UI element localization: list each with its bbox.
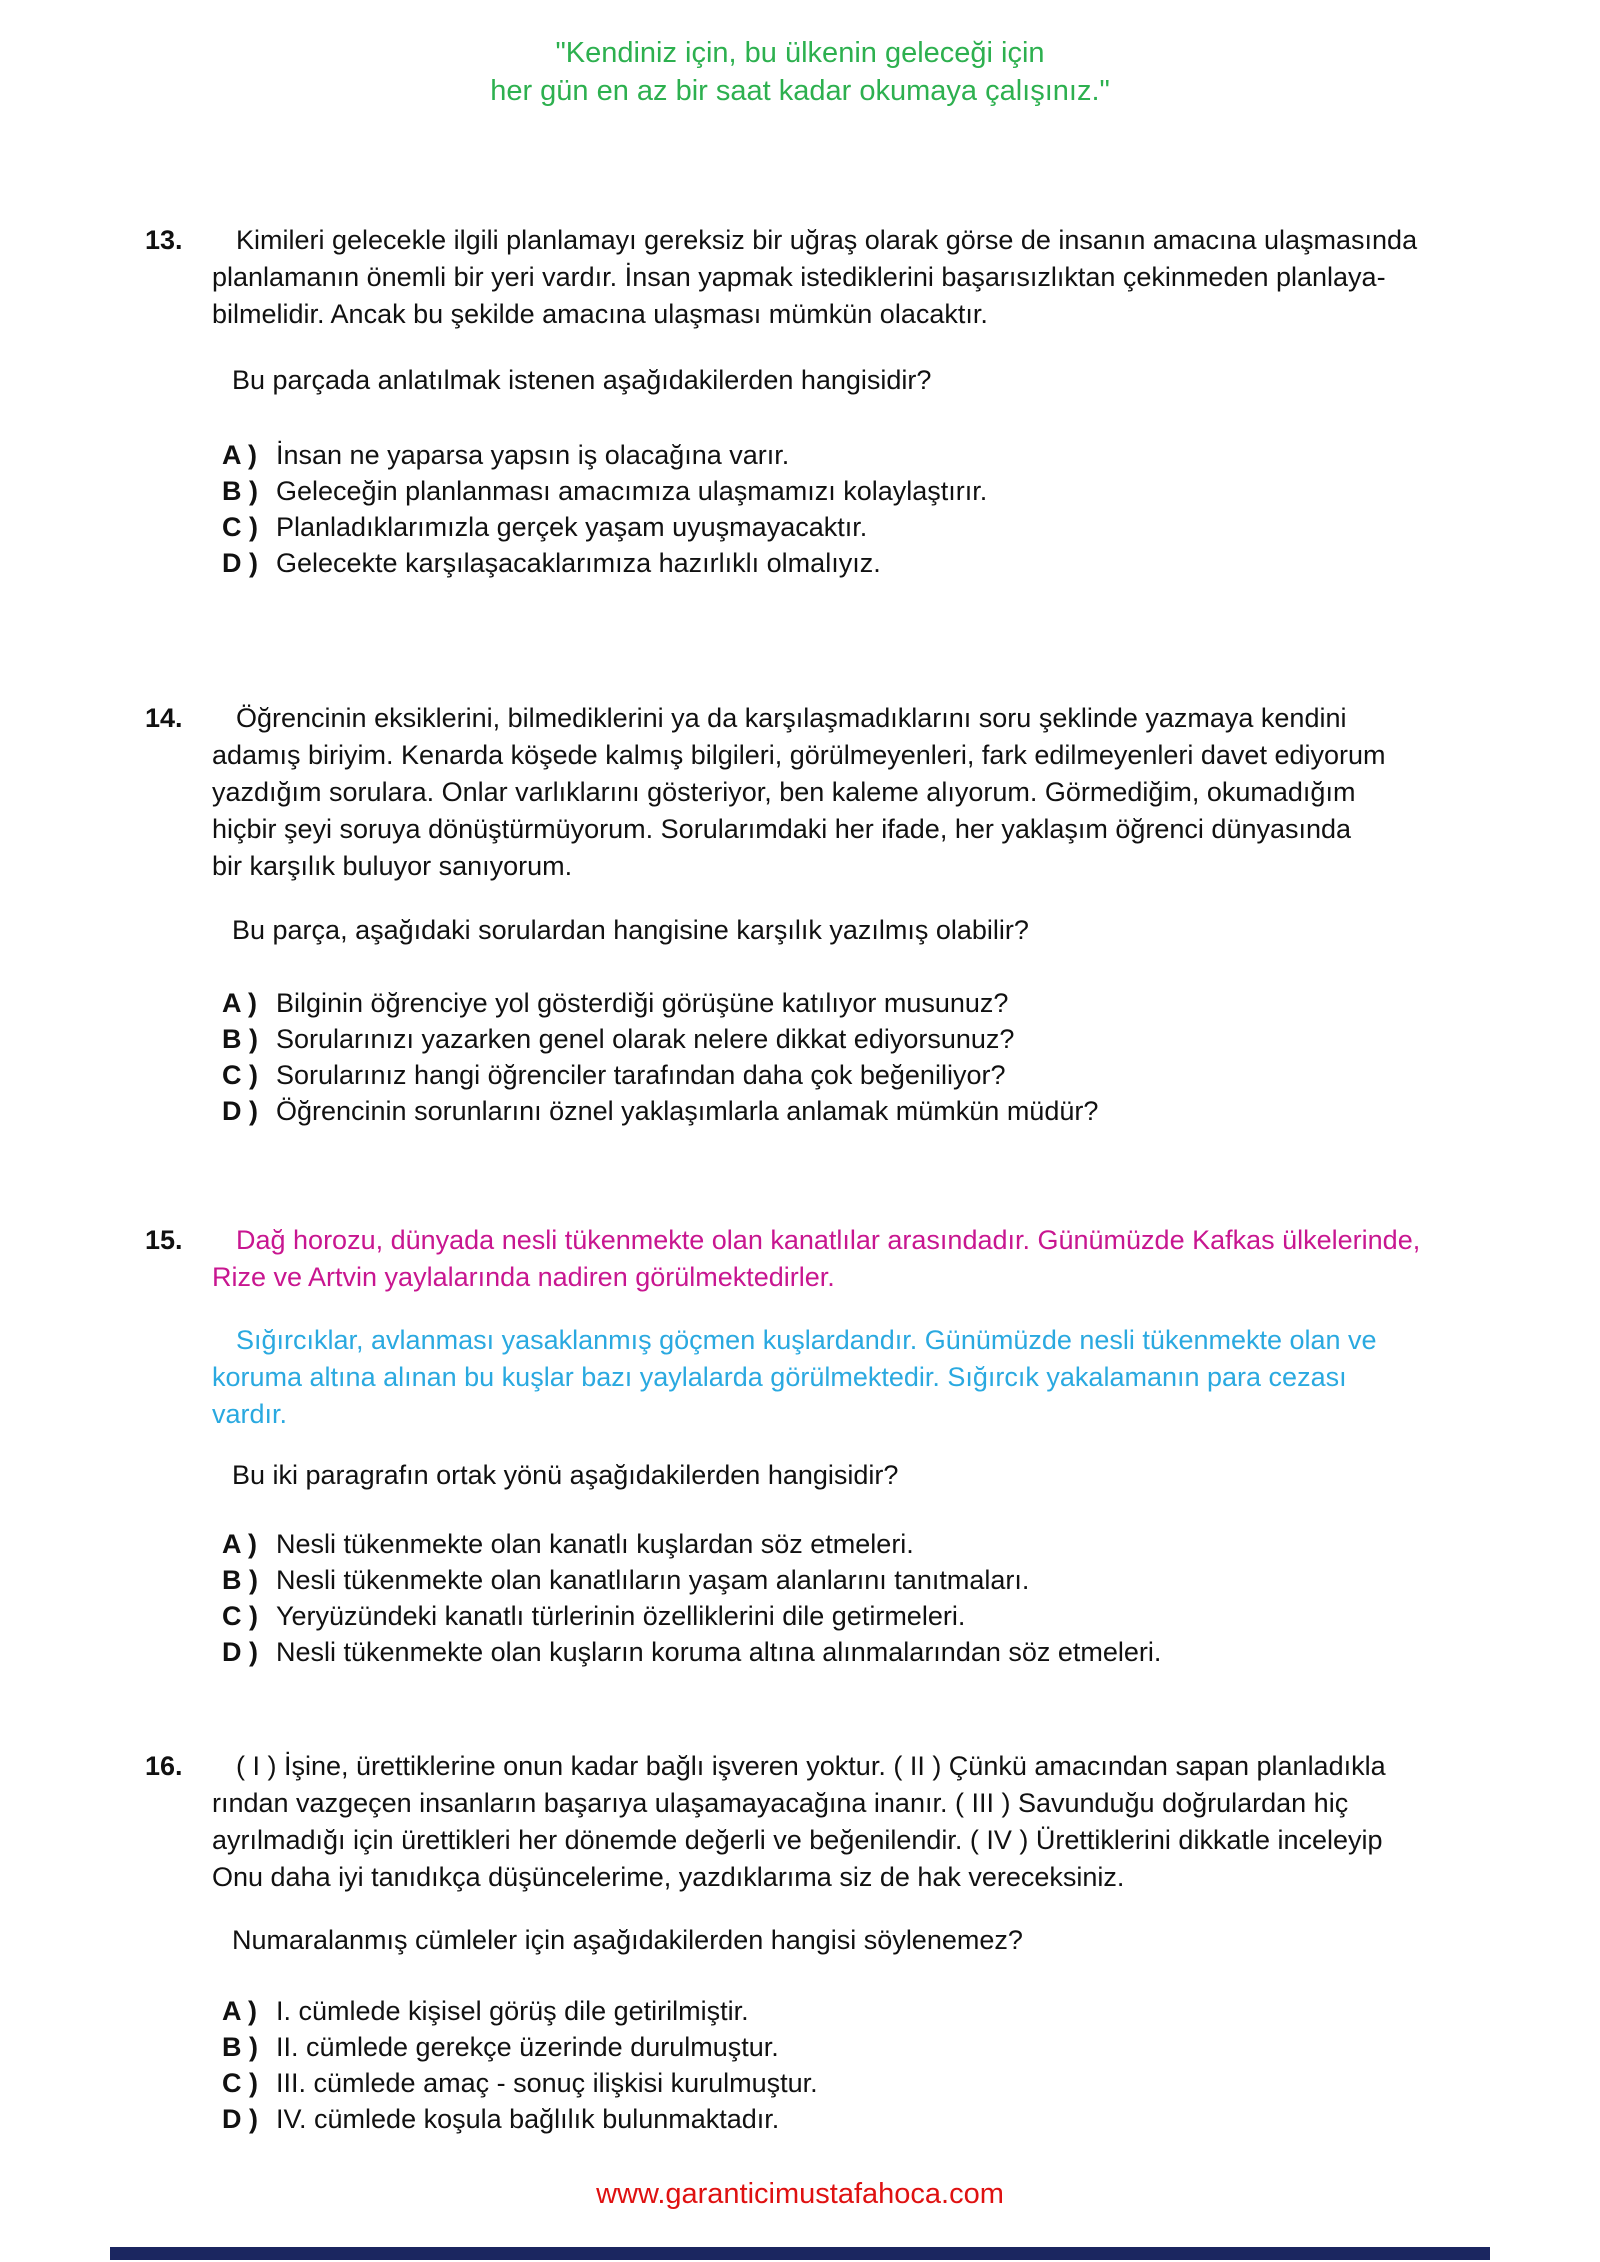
passage-line: Sığırcıklar, avlanması yasaklanmış göçmen kuşlardandır. Günümüzde nesli tükenmekte olan ve [236,1325,1377,1355]
passage-line: bilmelidir. Ancak bu şekilde amacına ulaşması mümkün olacaktır. [212,299,988,329]
question-passage [212,700,1600,885]
question-prompt: Bu parça, aşağıdaki sorulardan hangisine karşılık yazılmış olabilir? [232,915,1029,945]
option-letter: A ) [222,1529,257,1559]
passage-line: Onu daha iyi tanıdıkça düşüncelerime, yazdıklarıma siz de hak vereceksiniz. [212,1862,1125,1892]
passage-line: Öğrencinin eksiklerini, bilmediklerini ya da karşılaşmadıklarını soru şeklinde yazmaya kendini [236,703,1347,733]
option-text: Nesli tükenmekte olan kuşların koruma altına alınmalarından söz etmeleri. [276,1637,1162,1667]
passage-paragraph [212,222,1600,333]
passage-paragraph [212,1222,1600,1296]
option-letter: D ) [222,2104,258,2134]
option-text: IV. cümlede koşula bağlılık bulunmaktadır. [276,2104,780,2134]
passage-line: ayrılmadığı için ürettikleri her dönemde değerli ve beğenilendir. ( IV ) Ürettiklerini dikkatle inceleyip [212,1825,1383,1855]
answer-option [222,985,1600,1021]
answer-option [222,1093,1600,1129]
option-letter: C ) [222,1601,258,1631]
option-text: Geleceğin planlanması amacımıza ulaşmamızı kolaylaştırır. [276,476,988,506]
question-passage [212,1748,1600,1896]
question-block [145,1222,1600,1670]
passage-paragraph [212,1322,1600,1433]
question-options [212,1993,1600,2137]
header-quote-line2: her gün en az bir saat kadar okumaya çalışınız." [490,75,1110,107]
answer-option [222,1057,1600,1093]
answer-option [222,2065,1600,2101]
question-options [212,1526,1600,1670]
option-letter: D ) [222,1637,258,1667]
passage-paragraph [212,700,1600,885]
option-text: Yeryüzündeki kanatlı türlerinin özelliklerini dile getirmeleri. [276,1601,966,1631]
answer-option [222,473,1600,509]
option-letter: A ) [222,988,257,1018]
answer-option [222,509,1600,545]
option-letter: B ) [222,1024,258,1054]
option-letter: B ) [222,476,258,506]
question-prompt: Numaralanmış cümleler için aşağıdakilerden hangisi söylenemez? [232,1925,1023,1955]
option-text: Bilginin öğrenciye yol gösterdiği görüşüne katılıyor musunuz? [276,988,1009,1018]
question-block [145,222,1600,581]
passage-line: vardır. [212,1399,288,1429]
passage-line: bir karşılık buluyor sanıyorum. [212,851,573,881]
option-letter: C ) [222,1060,258,1090]
passage-paragraph [212,1748,1600,1896]
answer-option [222,1598,1600,1634]
passage-line: yazdığım sorulara. Onlar varlıklarını gösteriyor, ben kaleme alıyorum. Görmediğim, okumadığım [212,777,1356,807]
option-letter: C ) [222,512,258,542]
passage-line: adamış biriyim. Kenarda köşede kalmış bilgileri, görülmeyenleri, fark edilmeyenleri davet ediyorum [212,740,1386,770]
answer-option [222,1021,1600,1057]
question-options [212,985,1600,1129]
option-text: Nesli tükenmekte olan kanatlı kuşlardan söz etmeleri. [276,1529,914,1559]
option-letter: B ) [222,2032,258,2062]
question-prompt: Bu iki paragrafın ortak yönü aşağıdakilerden hangisidir? [232,1460,899,1490]
answer-option [222,1526,1600,1562]
passage-line: Dağ horozu, dünyada nesli tükenmekte olan kanatlılar arasındadır. Günümüzde Kafkas ülkelerinde, [236,1225,1421,1255]
answer-option [222,2101,1600,2137]
question-prompt: Bu parçada anlatılmak istenen aşağıdakilerden hangisidir? [232,365,932,395]
option-text: Gelecekte karşılaşacaklarımıza hazırlıklı olmalıyız. [276,548,881,578]
question-number: 15. [145,1225,183,1255]
option-letter: D ) [222,1096,258,1126]
option-text: Nesli tükenmekte olan kanatlıların yaşam alanlarını tanıtmaları. [276,1565,1030,1595]
answer-option [222,1634,1600,1670]
header-quote-line1: "Kendiniz için, bu ülkenin geleceği için [555,37,1045,69]
question-block [145,700,1600,1129]
option-text: III. cümlede amaç - sonuç ilişkisi kurulmuştur. [276,2068,818,2098]
question-passage [212,222,1600,333]
option-text: I. cümlede kişisel görüş dile getirilmiştir. [276,1996,749,2026]
option-text: II. cümlede gerekçe üzerinde durulmuştur. [276,2032,779,2062]
option-text: Sorularınızı yazarken genel olarak nelere dikkat ediyorsunuz? [276,1024,1015,1054]
option-letter: D ) [222,548,258,578]
answer-option [222,1562,1600,1598]
answer-option [222,437,1600,473]
option-text: Öğrencinin sorunlarını öznel yaklaşımlarla anlamak mümkün müdür? [276,1096,1099,1126]
passage-line: Kimileri gelecekle ilgili planlamayı gereksiz bir uğraş olarak görse de insanın amacına ulaşmasında [236,225,1418,255]
passage-line: rından vazgeçen insanların başarıya ulaşamayacağına inanır. ( III ) Savunduğu doğrulardan hiç [212,1788,1349,1818]
answer-option [222,2029,1600,2065]
option-text: Planladıklarımızla gerçek yaşam uyuşmayacaktır. [276,512,868,542]
bottom-bar [110,2247,1490,2260]
footer-url[interactable]: www.garanticimustafahoca.com [596,2178,1004,2210]
header-quote [0,34,1600,110]
question-options [212,437,1600,581]
option-letter: B ) [222,1565,258,1595]
passage-line: hiçbir şeyi soruya dönüştürmüyorum. Sorularımdaki her ifade, her yaklaşım öğrenci dünyasında [212,814,1352,844]
passage-line: Rize ve Artvin yaylalarında nadiren görülmektedirler. [212,1262,835,1292]
question-number: 14. [145,703,183,733]
option-letter: A ) [222,1996,257,2026]
option-letter: A ) [222,440,257,470]
passage-line: koruma altına alınan bu kuşlar bazı yaylalarda görülmektedir. Sığırcık yakalamanın para cezası [212,1362,1347,1392]
answer-option [222,1993,1600,2029]
passage-line: planlamanın önemli bir yeri vardır. İnsan yapmak istediklerini başarısızlıktan çekinmeden planlaya- [212,262,1386,292]
option-text: İnsan ne yaparsa yapsın iş olacağına varır. [276,440,790,470]
question-number: 13. [145,225,183,255]
option-letter: C ) [222,2068,258,2098]
questions [0,222,1600,2137]
option-text: Sorularınız hangi öğrenciler tarafından daha çok beğeniliyor? [276,1060,1006,1090]
question-passage [212,1222,1600,1433]
answer-option [222,545,1600,581]
question-block [145,1748,1600,2137]
question-number: 16. [145,1751,183,1781]
passage-line: ( I ) İşine, ürettiklerine onun kadar bağlı işveren yoktur. ( II ) Çünkü amacından sapan planladıkla [236,1751,1386,1781]
